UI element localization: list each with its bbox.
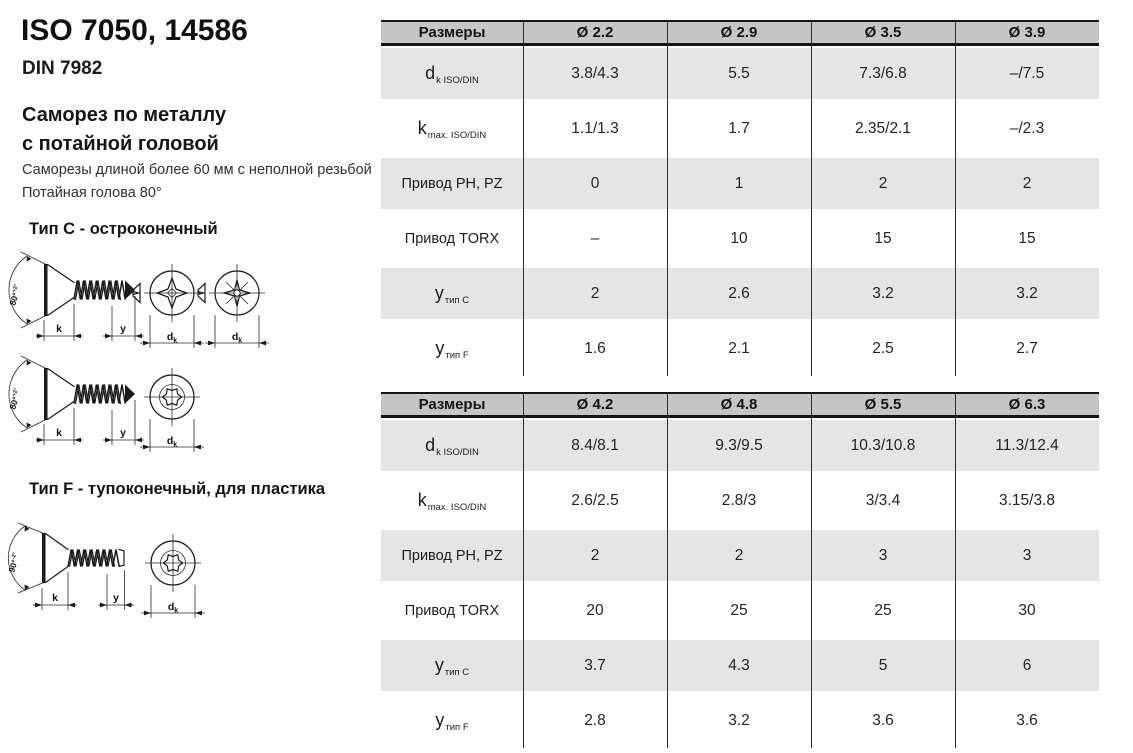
dim-label-k: k (56, 323, 62, 335)
value-cell: 3.15/3.8 (998, 491, 1056, 509)
dimensions-table-small (381, 20, 1099, 376)
value-cell: 2 (590, 284, 600, 302)
description-line2: Потайная голова 80° (22, 184, 162, 201)
value-cell: 2.8/3 (721, 491, 757, 509)
column-divider-line (667, 392, 668, 748)
value-cell: –/7.5 (1009, 64, 1045, 82)
product-name-line1: Саморез по металлу (22, 104, 227, 126)
table-row (381, 211, 1099, 266)
type-c-screw-drawing-torx (8, 352, 308, 452)
row-label: $k_{max. ISO/DIN}$ (417, 490, 487, 513)
value-cell: 3 (1022, 546, 1032, 564)
column-divider-line (523, 20, 524, 376)
row-label: $y_{тип F}$ (435, 338, 469, 361)
row-label: $d_{k ISO/DIN}$ (425, 63, 479, 86)
diameter-column-header: Ø 4.8 (720, 396, 758, 413)
value-cell: 11.3/12.4 (995, 436, 1059, 454)
value-cell: 6 (1022, 656, 1032, 674)
dim-label-y: y (113, 592, 119, 604)
table-row (381, 101, 1099, 156)
value-cell: – (590, 229, 600, 247)
value-cell: 5 (878, 656, 888, 674)
page-title: ISO 7050, 14586 (21, 14, 248, 47)
table-row (381, 266, 1099, 321)
product-name (22, 101, 226, 159)
row-label: $d_{k ISO/DIN}$ (425, 435, 479, 458)
type-f-heading: Тип F - тупоконечный, для пластика (29, 480, 326, 498)
value-cell: 3.6 (872, 711, 894, 729)
value-cell: 7.3/6.8 (859, 64, 907, 82)
column-divider-line (955, 392, 956, 748)
dim-label-dk: $d_k$ (166, 435, 178, 449)
value-cell: 1.1/1.3 (571, 119, 619, 137)
dim-label-dk: $d_k$ (167, 601, 179, 615)
value-cell: 1 (734, 174, 744, 192)
dim-label-y: y (120, 427, 126, 439)
value-cell: 3.6 (1016, 711, 1038, 729)
value-cell: 25 (730, 601, 748, 619)
type-f-screw-drawing-torx (8, 513, 318, 623)
row-label: $y_{тип C}$ (434, 655, 470, 678)
value-cell: 15 (1018, 229, 1036, 247)
value-cell: 20 (586, 601, 604, 619)
angle-label-80: 80°$^{+2^\circ}$ (7, 387, 21, 411)
value-cell: 1.7 (728, 119, 750, 137)
dim-label-dk: $d_k$ (166, 331, 178, 345)
table-row (381, 46, 1099, 101)
diameter-column-header: Ø 6.3 (1008, 396, 1046, 413)
row-label: $k_{max. ISO/DIN}$ (417, 118, 487, 141)
value-cell: 2.5 (872, 339, 894, 357)
type-c-heading: Тип C - остроконечный (29, 220, 218, 238)
row-label: $y_{тип F}$ (435, 710, 469, 733)
column-divider-line (523, 392, 524, 748)
angle-label-90: 90°$^{-2^\circ}$ (6, 551, 20, 574)
din-subtitle: DIN 7982 (22, 58, 103, 79)
table-header-row (381, 392, 1099, 418)
dim-label-y: y (120, 323, 126, 335)
table-row (381, 583, 1099, 638)
value-cell: 2 (1022, 174, 1032, 192)
description-line1: Саморезы длиной более 60 мм с неполной резьбой (22, 162, 372, 178)
table-row (381, 693, 1099, 748)
table-header-row (381, 20, 1099, 46)
value-cell: 0 (590, 174, 600, 192)
value-cell: 3.2 (872, 284, 894, 302)
table-row (381, 321, 1099, 376)
column-divider-line (667, 20, 668, 376)
diameter-column-header: Ø 2.2 (576, 24, 614, 41)
diameter-column-header: Ø 3.9 (1008, 24, 1046, 41)
value-cell: 15 (874, 229, 892, 247)
value-cell: 3.2 (1016, 284, 1038, 302)
angle-label-80: 80°$^{+2^\circ}$ (7, 283, 21, 307)
column-divider-line (955, 20, 956, 376)
table-corner-label: Размеры (418, 24, 486, 41)
value-cell: 2 (590, 546, 600, 564)
dim-label-k: k (56, 427, 62, 439)
value-cell: 2 (878, 174, 888, 192)
value-cell: 30 (1018, 601, 1036, 619)
diameter-column-header: Ø 2.9 (720, 24, 758, 41)
value-cell: 10.3/10.8 (850, 436, 916, 454)
row-label: Привод PH, PZ (401, 547, 503, 564)
value-cell: 9.3/9.5 (715, 436, 763, 454)
value-cell: 5.5 (728, 64, 750, 82)
dimensions-table-large (381, 392, 1099, 748)
diameter-column-header: Ø 4.2 (576, 396, 614, 413)
dim-label-k: k (52, 592, 58, 604)
row-label: Привод TORX (404, 230, 500, 247)
column-divider-line (811, 20, 812, 376)
value-cell: 2.6 (728, 284, 750, 302)
diameter-column-header: Ø 5.5 (864, 396, 902, 413)
row-label: Привод PH, PZ (401, 175, 503, 192)
product-name-line2: с потайной головой (22, 133, 219, 155)
table-row (381, 473, 1099, 528)
dim-label-dk: $d_k$ (231, 331, 243, 345)
value-cell: 4.3 (728, 656, 750, 674)
value-cell: 1.6 (584, 339, 606, 357)
column-divider-line (811, 392, 812, 748)
table-corner-label: Размеры (418, 396, 486, 413)
diameter-column-header: Ø 3.5 (864, 24, 902, 41)
table-row (381, 418, 1099, 473)
value-cell: 2.35/2.1 (854, 119, 912, 137)
value-cell: 3.2 (728, 711, 750, 729)
row-label: Привод TORX (404, 602, 500, 619)
table-row (381, 156, 1099, 211)
value-cell: 25 (874, 601, 892, 619)
row-label: $y_{тип C}$ (434, 283, 470, 306)
type-c-screw-drawing-ph-pz (8, 250, 308, 350)
product-description (22, 159, 372, 204)
value-cell: 2.6/2.5 (571, 491, 619, 509)
value-cell: 3.8/4.3 (571, 64, 619, 82)
value-cell: 2 (734, 546, 744, 564)
value-cell: 3.7 (584, 656, 606, 674)
value-cell: 8.4/8.1 (571, 436, 619, 454)
table-row (381, 528, 1099, 583)
value-cell: 10 (730, 229, 748, 247)
value-cell: 2.1 (728, 339, 750, 357)
table-row (381, 638, 1099, 693)
value-cell: 3 (878, 546, 888, 564)
value-cell: 3/3.4 (865, 491, 901, 509)
value-cell: 2.7 (1016, 339, 1038, 357)
value-cell: –/2.3 (1009, 119, 1045, 137)
value-cell: 2.8 (584, 711, 606, 729)
